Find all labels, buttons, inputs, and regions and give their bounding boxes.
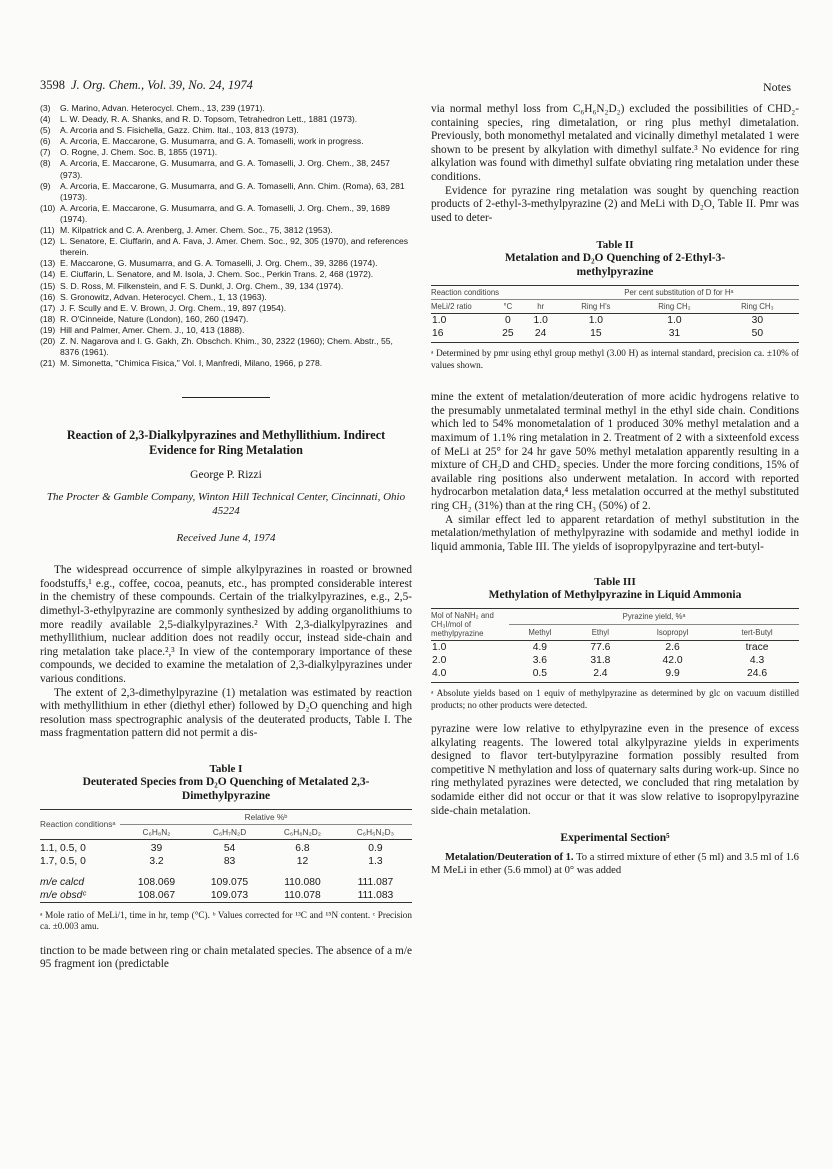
running-header	[40, 78, 253, 93]
table2-group-header: Reaction conditions	[431, 286, 559, 300]
table-cell: 39	[150, 842, 163, 854]
table-row	[431, 641, 799, 655]
table1-caption: Deuterated Species from D₂O Quenching of Metalated 2,3-Dimethylpyrazine	[82, 775, 370, 802]
table-cell: 42.0	[662, 655, 683, 667]
reference-number: (8)	[40, 158, 51, 169]
table-row	[431, 654, 799, 667]
reference-item	[40, 225, 412, 236]
table3-number: Table III	[594, 576, 636, 589]
reference-number: (13)	[40, 258, 56, 269]
reference-item	[40, 314, 412, 325]
table1-col-header: C₆H₇N₂D	[212, 826, 247, 837]
table-cell: 1.3	[368, 855, 383, 867]
left-bottom-text	[40, 945, 412, 972]
paragraph: mine the extent of metalation/deuteration of more acidic hydrogens relative to the presumably unmetalated terminal methyl in the ethyl side chain. Conditions which led to 54% monometalation of 1 produced 30% methyl metalation and a maximum of 1.1% ring metalation in 2. Treatment of 2 with a sixteenfold excess of MeLi at 25° for 24 hr gave 50% methyl metalation apparently resulting in a mixture of CH₂D and CHD₂ species. Under the more forcing conditions, 15% of available ring positions also underwent metalation. In accord with reported hydrocarbon metalation data,⁴ less metalation occurred at the methyl substituted ring CH₂ (31%) than at the ring CH₃ (50%) of 2.	[431, 391, 799, 512]
experimental-lead: Metalation/Deuteration of 1.	[445, 852, 574, 864]
table2-col-header: Ring CH₃	[716, 300, 799, 314]
table-cell: 4.0	[432, 668, 447, 680]
table-cell: 83	[223, 855, 236, 867]
experimental-body: To a stirred mixture of ether (5 ml) and 3.5 ml of 1.6 M MeLi in ether (5.6 mmol) at 0° was added	[431, 852, 799, 877]
paragraph: Evidence for pyrazine ring metalation was sought by quenching reaction products of 2-ethyl-3-methylpyrazine (2) and MeLi with D₂O, Table II. Pmr was used to deter-	[431, 184, 799, 224]
table2-col-header: °C	[503, 302, 513, 312]
table2-col-header: Ring H's	[559, 300, 633, 314]
table-cell: 1.0	[533, 315, 548, 327]
table-cell: 54	[223, 842, 236, 854]
table-row	[40, 889, 412, 903]
table-cell: 31.8	[590, 655, 611, 667]
table-cell: 2.4	[593, 668, 608, 680]
right-top-text	[431, 103, 799, 225]
table-cell: 1.7, 0.5, 0	[40, 855, 86, 867]
article-divider	[182, 397, 270, 398]
right-column	[431, 103, 799, 878]
table-cell: 1.0	[588, 315, 604, 327]
table-cell: 4.3	[749, 655, 765, 667]
page-number: 3598	[40, 78, 65, 92]
reference-number: (20)	[40, 335, 56, 346]
experimental-heading: Experimental Section⁵	[560, 832, 670, 845]
table-cell: 1.0	[432, 642, 447, 654]
table1-col-header: C₆H₅N₂D₃	[356, 826, 395, 837]
reference-text: O. Rogne, J. Chem. Soc. B, 1855 (1971).	[60, 147, 218, 158]
reference-item	[40, 292, 412, 303]
table3-col-header: Methyl	[528, 628, 552, 638]
reference-item	[40, 181, 412, 203]
received-date: Received June 4, 1974	[176, 532, 276, 545]
table-cell: 30	[751, 315, 764, 327]
table-cell: 50	[751, 328, 764, 340]
table1-col-header: C₆H₈N₂	[142, 826, 171, 837]
table-cell: 1.1, 0.5, 0	[40, 842, 86, 854]
table-cell: 3.6	[532, 655, 548, 667]
table-cell: 24	[534, 328, 547, 340]
table-row	[40, 842, 412, 855]
table2-number: Table II	[596, 239, 634, 252]
reference-text: R. O'Cinneide, Nature (London), 160, 260 (1947).	[60, 313, 249, 324]
table1-number: Table I	[209, 762, 243, 775]
table3-footnote: ᵃ Absolute yields based on 1 equiv of methylpyrazine as determined by glc on vacuum distilled products; no other products were detected.	[431, 688, 799, 710]
paragraph: tinction to be made between ring or chain metalated species. The absence of a m/e 95 fragment ion (predictable	[40, 944, 412, 971]
table-cell: 0.5	[532, 668, 548, 680]
table1-col-header: C₆H₆N₂D₂	[283, 826, 322, 837]
paragraph: pyrazine were low relative to ethylpyrazine even in the presence of excess alkylating reagents. The lowered total alkylpyrazine yields in experiments designed to flavor tert-butylpyrazine formation possibly resulted from competitive N methylation and loss of quaternary salts during work-up. Since no ring methylated pyrazines were detected, we concluded that ring metalation by sodamide either did not occur or that it was slow relative to isopropylpyrazine side-chain metalation.	[431, 723, 799, 817]
reference-item	[40, 136, 412, 147]
table-cell: 77.6	[590, 642, 611, 654]
reference-item	[40, 303, 412, 314]
paragraph: via normal methyl loss from C₆H₆N₂D₂) excluded the possibilities of CHD₂-containing species, ring dimetalation, or ring plus methyl dimetalation. Previously, both monomethyl metalated and vicinally dimethyl metalated 1 were shown to be present by alkylation with dimethyl sulfate.³ No evidence for ring alkylation was found with dimethyl sulfate obviating ring metalation under these conditions.	[431, 103, 799, 183]
reference-text: S. D. Ross, M. Filkenstein, and F. S. Dunkl, J. Org. Chem., 39, 134 (1974).	[60, 280, 344, 291]
reference-text: J. F. Scully and E. V. Brown, J. Org. Chem., 19, 897 (1954).	[60, 302, 287, 313]
reference-item	[40, 269, 412, 280]
intro-text	[40, 564, 412, 741]
reference-number: (17)	[40, 302, 56, 313]
reference-text: A. Arcoria, E. Maccarone, G. Musumarra, and G. A. Tomaselli, work in progress.	[60, 136, 364, 147]
reference-text: E. Ciuffarin, L. Senatore, and M. Isola, J. Chem. Soc., Perkin Trans. 2, 468 (1972).	[60, 269, 374, 280]
reference-number: (12)	[40, 236, 56, 247]
reference-number: (4)	[40, 114, 51, 125]
reference-text: L. W. Deady, R. A. Shanks, and R. D. Topsom, Tetrahedron Lett., 1881 (1973).	[60, 114, 358, 125]
reference-number: (14)	[40, 269, 56, 280]
reference-text: A. Arcoria, E. Maccarone, G. Musumarra, and G. A. Tomaselli, Ann. Chim. (Roma), 63, 281 (1973).	[60, 180, 405, 202]
reference-number: (16)	[40, 291, 56, 302]
reference-text: M. Kilpatrick and C. A. Arenberg, J. Amer. Chem. Soc., 75, 3812 (1953).	[60, 225, 333, 236]
reference-item	[40, 325, 412, 336]
article-author: George P. Rizzi	[190, 469, 262, 482]
table-row	[431, 314, 799, 328]
reference-number: (6)	[40, 136, 51, 147]
reference-number: (5)	[40, 125, 51, 136]
table1-footnote: ᵃ Mole ratio of MeLi/1, time in hr, temp (°C). ᵇ Values corrected for ¹³C and ¹⁵N content. ᶜ Precision ca. ±0.003 amu.	[40, 909, 412, 932]
reference-item	[40, 103, 412, 114]
table-cell: 9.9	[665, 668, 680, 680]
table-row	[431, 667, 799, 680]
table-cell: trace	[745, 642, 769, 654]
table-cell: 111.083	[357, 889, 394, 901]
table-cell: m/e calcd	[40, 876, 85, 888]
table3-col-header: Mol of NaNH₂ and CH₃I/mol of methylpyrazine	[431, 611, 494, 639]
reference-item	[40, 147, 412, 158]
reference-text: Hill and Palmer, Amer. Chem. J., 10, 413 (1888).	[60, 324, 245, 335]
reference-item	[40, 125, 412, 136]
reference-item	[40, 236, 412, 258]
table-cell: 111.087	[357, 876, 394, 888]
table-cell: m/e obsdᶜ	[40, 889, 87, 901]
paragraph	[431, 852, 799, 878]
table-row	[40, 876, 412, 889]
table-cell: 109.073	[210, 889, 249, 901]
table1	[40, 809, 412, 905]
reference-item	[40, 358, 412, 369]
paragraph: The extent of 2,3-dimethylpyrazine (1) metalation was estimated by reaction with methyllithium in ether (diethyl ether) followed by D₂O quenching and high resolution mass spectrographic analysis of the deuterated products, Table I. The mass fragmentation pattern did not permit a dis-	[40, 686, 412, 740]
reference-text: Z. N. Nagarova and I. G. Gakh, Zh. Obschch. Khim., 30, 2322 (1960); Chem. Abstr., 55, 8376 (1961).	[60, 335, 393, 358]
table-row	[431, 327, 799, 340]
table1-col-header: Reaction conditionsᵃ	[40, 809, 120, 839]
reference-item	[40, 114, 412, 125]
paragraph: The widespread occurrence of simple alkylpyrazines in roasted or browned foodstuffs,¹ e.g., coffee, cocoa, peanuts, etc., has prompted considerable interest in the chemistry of these compounds. Certain of the trialkylpyrazines, e.g., 2,5-dimethyl-3-ethylpyrazine are commonly synthesized by adding organolithiums to more readily available 2,5-dialkylpyrazines.² With 2,3-dialkylpyrazines and methyllithium, nuclear addition does not readily occur, instead side-chain and ring metalation take place.²,³ In view of the contemporary importance of these compounds, we decided to examine the metalation of 2,3-dialkylpyrazines under various conditions.	[40, 564, 412, 685]
table-cell: 24.6	[747, 668, 768, 680]
reference-number: (15)	[40, 280, 56, 291]
right-bottom-text	[431, 723, 799, 818]
reference-text: A. Arcoria, E. Maccarone, G. Musumarra, and G. A. Tomaselli, J. Org. Chem., 39, 1689 (1974).	[60, 202, 390, 224]
left-column	[40, 103, 412, 972]
table-cell: 12	[296, 855, 309, 867]
reference-number: (3)	[40, 103, 51, 113]
table1-group-header: Relative %ᵇ	[120, 809, 412, 824]
table-cell: 0	[504, 315, 511, 327]
table-cell: 110.080	[284, 876, 321, 888]
reference-number: (9)	[40, 180, 51, 191]
table3-group-header: Pyrazine yield, %ᵃ	[509, 609, 799, 625]
reference-text: M. Simonetta, "Chimica Fisica," Vol. I, Manfredi, Milano, 1966, p 278.	[60, 358, 323, 369]
table3-col-header: tert-Butyl	[741, 628, 773, 638]
section-label: Notes	[763, 80, 791, 94]
reference-number: (18)	[40, 313, 56, 324]
table-cell: 1.0	[667, 315, 682, 327]
table-cell: 4.9	[532, 642, 548, 654]
reference-text: A. Arcoria, E. Maccarone, G. Musumarra, and G. A. Tomaselli, J. Org. Chem., 38, 2457 (973).	[60, 158, 390, 180]
table-cell: 6.8	[295, 842, 310, 854]
table2-col-header: hr	[537, 302, 545, 312]
reference-item	[40, 336, 412, 358]
table2-col-header: MeLi/2 ratio	[431, 302, 472, 312]
reference-number: (21)	[40, 358, 56, 369]
table2-footnote: ᵃ Determined by pmr using ethyl group methyl (3.00 H) as internal standard, precision ca. ±10% of values shown.	[431, 348, 799, 370]
reference-item	[40, 158, 412, 180]
reference-number: (19)	[40, 324, 56, 335]
table-cell: 108.067	[137, 889, 176, 901]
reference-item	[40, 203, 412, 225]
table-cell: 1.0	[432, 315, 447, 327]
table2	[431, 285, 799, 343]
table3	[431, 608, 799, 683]
journal-citation: J. Org. Chem., Vol. 39, No. 24, 1974	[71, 78, 253, 92]
table-cell: 16	[432, 328, 444, 340]
table-cell: 108.069	[137, 876, 176, 888]
table3-caption: Methylation of Methylpyrazine in Liquid Ammonia	[488, 589, 742, 602]
reference-text: L. Senatore, E. Ciuffarin, and A. Fava, J. Amer. Chem. Soc., 92, 305 (1970), and references therein.	[60, 236, 409, 258]
table-cell: 2.6	[665, 642, 680, 654]
reference-item	[40, 281, 412, 292]
article-affiliation: The Procter & Gamble Company, Winton Hill Technical Center, Cincinnati, Ohio 45224	[46, 491, 406, 518]
table-cell: 25	[502, 328, 514, 340]
table2-caption: Metalation and D₂O Quenching of 2-Ethyl-3-methylpyrazine	[504, 252, 726, 279]
table-cell: 2.0	[432, 655, 447, 667]
table-cell: 110.078	[284, 889, 321, 901]
reference-item	[40, 258, 412, 269]
reference-text: A. Arcoria and S. Fisichella, Gazz. Chim. Ital., 103, 813 (1973).	[60, 125, 299, 136]
reference-text: G. Marino, Advan. Heterocycl. Chem., 13, 239 (1971).	[60, 103, 265, 113]
article-title: Reaction of 2,3-Dialkylpyrazines and Methyllithium. Indirect Evidence for Ring Metalation	[66, 428, 386, 458]
table2-col-header: Ring CH₂	[633, 300, 716, 314]
table-cell: 31	[668, 328, 681, 340]
right-mid-text	[431, 391, 799, 554]
table3-col-header: Ethyl	[591, 628, 610, 638]
table-cell: 109.075	[210, 876, 249, 888]
reference-text: E. Maccarone, G. Musumarra, and G. A. Tomaselli, J. Org. Chem., 39, 3286 (1974).	[60, 258, 378, 269]
reference-number: (11)	[40, 225, 55, 236]
reference-text: S. Gronowitz, Advan. Heterocycl. Chem., 1, 13 (1963).	[60, 291, 267, 302]
paragraph: A similar effect led to apparent retardation of methyl substitution in the metalation/methylation of methylpyrazine with sodamide and methyl iodide in liquid ammonia, Table III. The yields of isopropylpyrazine and tert-butyl-	[431, 513, 799, 553]
table-cell: 3.2	[149, 855, 164, 867]
table-row	[40, 855, 412, 868]
reference-number: (10)	[40, 202, 56, 213]
table-cell: 15	[590, 328, 602, 340]
table2-group-header: Per cent substitution of D for Hᵃ	[624, 288, 734, 298]
reference-list	[40, 103, 412, 369]
experimental-text	[431, 852, 799, 878]
table-cell: 0.9	[368, 842, 383, 854]
reference-number: (7)	[40, 147, 51, 158]
table3-col-header: Isopropyl	[656, 628, 689, 638]
